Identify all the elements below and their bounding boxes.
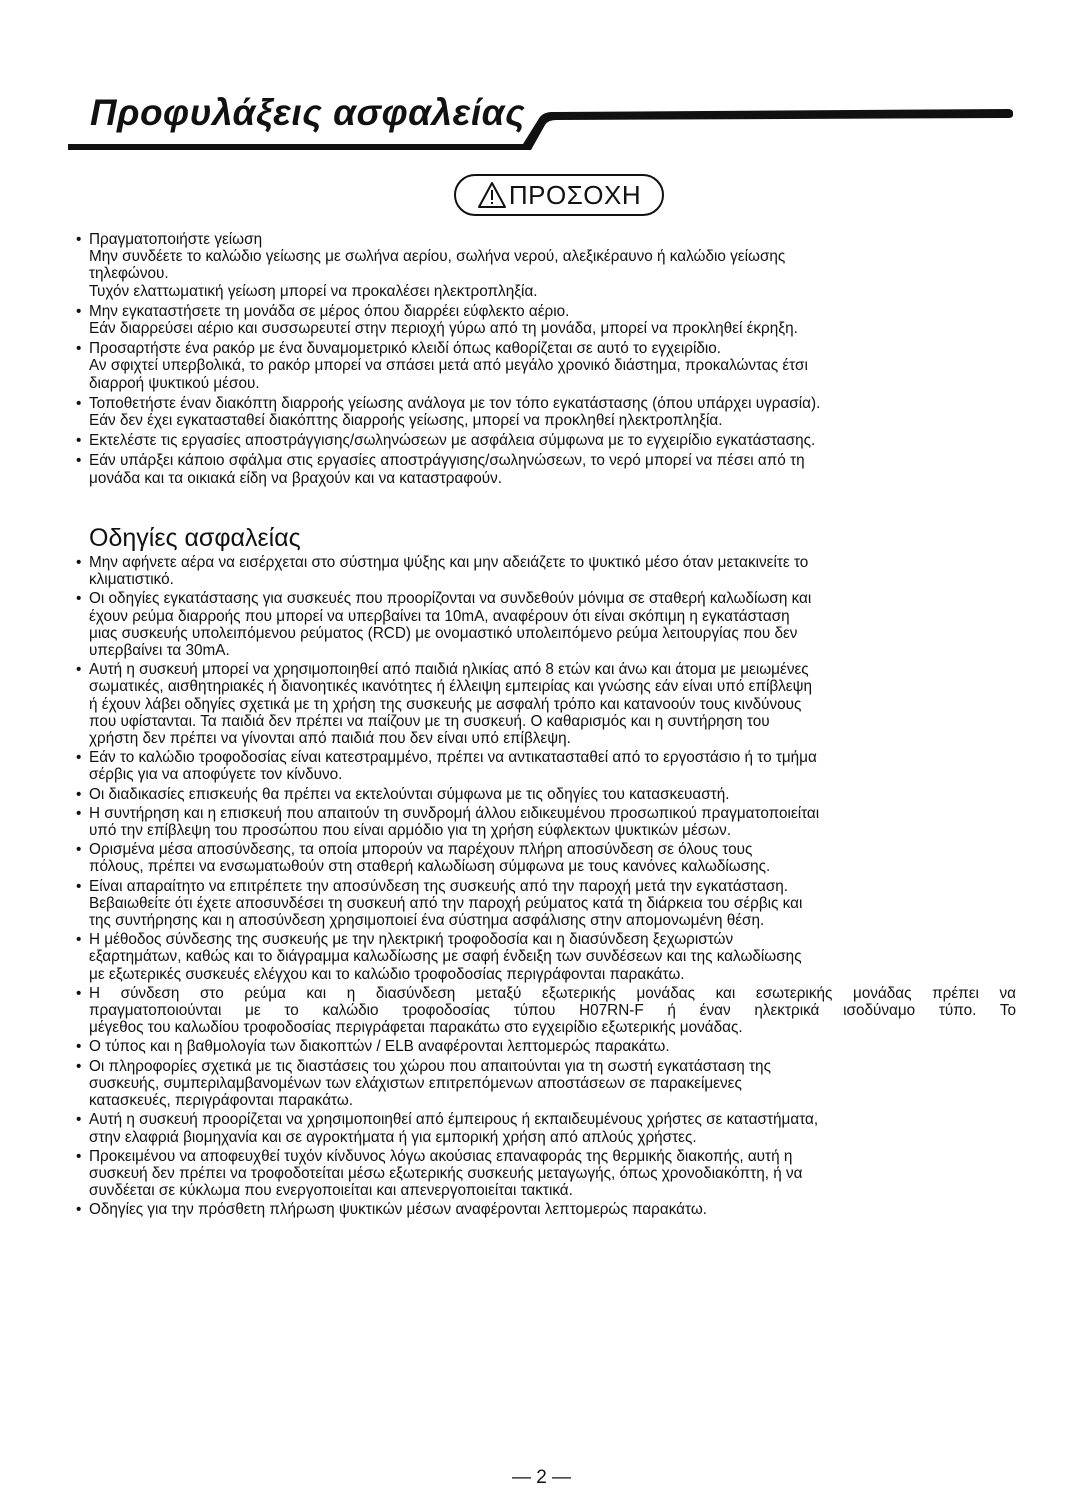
list-item: • Μην εγκαταστήσετε τη μονάδα σε μέρος όπου διαρρέει εύφλεκτο αέριο. Εάν διαρρεύσει αέριο και συσσωρευτεί στην περιοχή γύρω από τη μονάδα, μπορεί να προκληθεί έκρηξη. xyxy=(76,303,820,337)
list-item: • Προσαρτήστε ένα ρακόρ με ένα δυναμομετρικό κλειδί όπως καθορίζεται σε αυτό το εγχειρίδιο. Αν σφιχτεί υπερβολικά, το ρακόρ μπορεί να σπάσει μετά από μεγάλο χρονικό διάστημα, προκαλώντας έτσι διαρροή ψυκτικού μέσου. xyxy=(76,340,820,392)
list-item: • Ο τύπος και η βαθμολογία των διακοπτών / ELB αναφέρονται λεπτομερώς παρακάτω. xyxy=(76,1038,1016,1055)
list-item: • Οι διαδικασίες επισκευής θα πρέπει να εκτελούνται σύμφωνα με τις οδηγίες του κατασκευαστή. xyxy=(76,786,1016,803)
list-item: • Μην αφήνετε αέρα να εισέρχεται στο σύστημα ψύξης και μην αδειάζετε το ψυκτικό μέσο όταν μετακινείτε το κλιματιστικό. xyxy=(76,554,1016,588)
caution-list xyxy=(76,231,820,490)
list-item: • Τοποθετήστε έναν διακόπτη διαρροής γείωσης ανάλογα με τον τόπο εγκατάστασης (όπου υπάρχει υγρασία). Εάν δεν έχει εγκατασταθεί διακόπτης διαρροής γείωσης, μπορεί να προκληθεί ηλεκτροπληξία. xyxy=(76,395,820,429)
list-item: • Εάν το καλώδιο τροφοδοσίας είναι κατεστραμμένο, πρέπει να αντικατασταθεί από το εργοστάσιο ή το τμήμα σέρβις για να αποφύγετε τον κίνδυνο. xyxy=(76,749,1016,783)
caution-banner xyxy=(454,174,664,216)
list-item: • Οδηγίες για την πρόσθετη πλήρωση ψυκτικών μέσων αναφέρονται λεπτομερώς παρακάτω. xyxy=(76,1201,1016,1218)
list-item: • Ορισμένα μέσα αποσύνδεσης, τα οποία μπορούν να παρέχουν πλήρη αποσύνδεση σε όλους τους πόλους, πρέπει να ενσωματωθούν στη σταθερή καλωδίωση σύμφωνα με τους κανόνες καλωδίωσης. xyxy=(76,841,1016,875)
list-item: • Αυτή η συσκευή προορίζεται να χρησιμοποιηθεί από έμπειρους ή εκπαιδευμένους χρήστες σε καταστήματα, στην ελαφριά βιομηχανία και σε αγροκτήματα ή για εμπορική χρήση από απλούς χρήστες. xyxy=(76,1111,1016,1145)
list-item: • Πραγματοποιήστε γείωση Μην συνδέετε το καλώδιο γείωσης με σωλήνα αερίου, σωλήνα νερού, αλεξικέραυνο ή καλώδιο γείωσης τηλεφώνου. Τυχόν ελαττωματική γείωση μπορεί να προκαλέσει ηλεκτροπληξία. xyxy=(76,231,820,300)
list-item: • Προκειμένου να αποφευχθεί τυχόν κίνδυνος λόγω ακούσιας επαναφοράς της θερμικής διακοπής, αυτή η συσκευή δεν πρέπει να τροφοδοτείται μέσω εξωτερικής συσκευής μεταγωγής, όπως χρονοδιακόπτη, ή να συνδέεται σε κύκλωμα που ενεργοποιείται και απενεργοποιείται τακτικά. xyxy=(76,1148,1016,1200)
safety-instructions-list xyxy=(76,554,1016,1221)
list-item: • Η μέθοδος σύνδεσης της συσκευής με την ηλεκτρική τροφοδοσία και η διασύνδεση ξεχωριστών εξαρτημάτων, καθώς και το διάγραμμα καλωδίωσης με σαφή ένδειξη των συνδέσεων και της καλωδίωσης με εξωτερικές συσκευές ελέγχου και το καλώδιο τροφοδοσίας περιγράφονται παρακάτω. xyxy=(76,931,1016,983)
list-item: • Εκτελέστε τις εργασίες αποστράγγισης/σωληνώσεων με ασφάλεια σύμφωνα με το εγχειρίδιο εγκατάστασης. xyxy=(76,432,820,449)
list-item: • Η συντήρηση και η επισκευή που απαιτούν τη συνδρομή άλλου ειδικευμένου προσωπικού πραγματοποιείται υπό την επίβλεψη του προσώπου που είναι αρμόδιο για τη χρήση εύφλεκτων ψυκτικών μέσων. xyxy=(76,805,1016,839)
list-item: • Αυτή η συσκευή μπορεί να χρησιμοποιηθεί από παιδιά ηλικίας από 8 ετών και άνω και άτομα με μειωμένες σωματικές, αισθητηριακές ή διανοητικές ικανότητες ή έλλειψη εμπειρίας και γνώσης εάν είναι υπό επίβλεψη ή έχουν λάβει οδηγίες σχετικά με τη χρήση της συσκευής με ασφαλή τρόπο και κατανοούν τους κινδύνους που υφίστανται. Τα παιδιά δεν πρέπει να παίζουν με τη συσκευή. Ο καθαρισμός και η συντήρηση του χρήστη δεν πρέπει να γίνονται από παιδιά που δεν είναι υπό επίβλεψη. xyxy=(76,661,1016,747)
page-title: Προφυλάξεις ασφαλείας xyxy=(90,92,526,133)
caution-label: ΠΡΟΣΟΧΗ xyxy=(508,180,642,210)
warning-triangle-icon xyxy=(477,181,507,209)
page-header xyxy=(68,92,1013,152)
list-item: • Εάν υπάρξει κάποιο σφάλμα στις εργασίες αποστράγγισης/σωληνώσεων, το νερό μπορεί να πέσει από τη μονάδα και τα οικιακά είδη να βραχούν και να καταστραφούν. xyxy=(76,452,820,486)
list-item: • Η σύνδεση στο ρεύμα και η διασύνδεση μεταξύ εξωτερικής μονάδας και εσωτερικής μονάδας πρέπει να πραγματοποιούνται με το καλώδιο τροφοδοσίας τύπου H07RN-F ή έναν ηλεκτρικά ισοδύναμο τύπο. Το μέγεθος του καλωδίου τροφοδοσίας περιγράφεται παρακάτω στο εγχειρίδιο εξωτερικής μονάδας. xyxy=(76,985,1016,1037)
list-item: • Είναι απαραίτητο να επιτρέπετε την αποσύνδεση της συσκευής από την παροχή μετά την εγκατάσταση. Βεβαιωθείτε ότι έχετε αποσυνδέσει τη συσκευή από την παροχή ρεύματος κατά τη διάρκεια του σέρβις και της συντήρησης και η αποσύνδεση χρησιμοποιεί ένα σύστημα ασφάλισης στην απομονωμένη θέση. xyxy=(76,878,1016,930)
list-item: • Οι πληροφορίες σχετικά με τις διαστάσεις του χώρου που απαιτούνται για τη σωστή εγκατάσταση της συσκευής, συμπεριλαμβανομένων των ελάχιστων επιτρεπόμενων αποστάσεων σε παρακείμενες κατασκευές, περιγράφονται παρακάτω. xyxy=(76,1058,1016,1110)
safety-instructions-heading: Οδηγίες ασφαλείας xyxy=(89,524,301,552)
list-item: • Οι οδηγίες εγκατάστασης για συσκευές που προορίζονται να συνδεθούν μόνιμα σε σταθερή καλωδίωση και έχουν ρεύμα διαρροής που μπορεί να υπερβαίνει τα 10mA, αναφέρουν ότι είναι σκόπιμη η εγκατάσταση μιας συσκευής υπολειπόμενου ρεύματος (RCD) με ονομαστικό υπολειπόμενο ρεύμα λειτουργίας που δεν υπερβαίνει τα 30mA. xyxy=(76,590,1016,659)
page-number: — 2 — xyxy=(511,1467,572,1488)
